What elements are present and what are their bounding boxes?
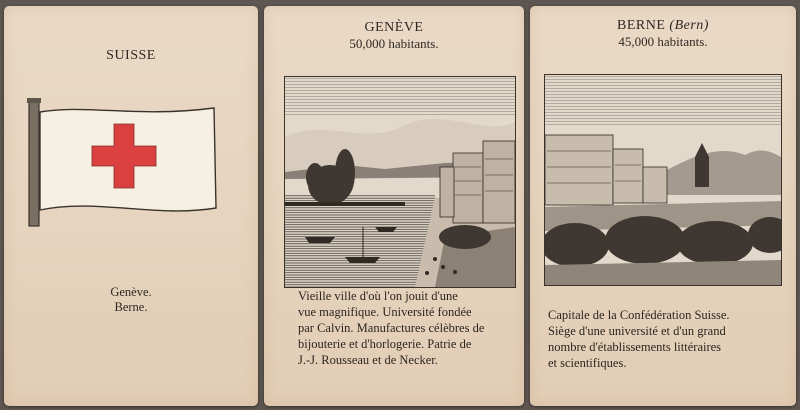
city-geneve: Genève. xyxy=(110,285,152,299)
description-line: vue magnifique. Université fondée xyxy=(298,305,472,319)
city-name: BERNE xyxy=(617,18,666,33)
card-title: GENÈVE xyxy=(364,20,424,35)
description xyxy=(298,288,484,368)
card-title xyxy=(530,18,796,34)
description-line: par Calvin. Manufactures célèbres de xyxy=(298,321,485,335)
description-line: Capitale de la Confédération Suisse. xyxy=(548,308,730,322)
card-berne xyxy=(530,6,796,406)
card-geneve xyxy=(264,6,524,406)
description-line: et scientifiques. xyxy=(548,356,627,370)
card-suisse xyxy=(4,6,258,406)
swiss-flag-icon xyxy=(26,96,226,236)
description-line: Siège d'une université et d'un grand xyxy=(548,324,726,338)
description-line: bijouterie et d'horlogerie. Patrie de xyxy=(298,337,472,351)
description-line: J.-J. Rousseau et de Necker. xyxy=(298,353,438,367)
description-line: nombre d'établissements littéraires xyxy=(548,340,722,354)
population: 45,000 habitants. xyxy=(618,34,708,49)
description-line: Vieille ville d'où l'on jouit d'une xyxy=(298,289,458,303)
geneva-engraving xyxy=(284,76,516,288)
berne-engraving xyxy=(544,74,782,286)
city-list xyxy=(4,285,258,315)
description xyxy=(548,307,730,371)
city-name-german: (Bern) xyxy=(669,18,709,33)
population: 50,000 habitants. xyxy=(349,36,439,51)
city-berne: Berne. xyxy=(114,300,148,314)
card-title: SUISSE xyxy=(106,48,156,63)
